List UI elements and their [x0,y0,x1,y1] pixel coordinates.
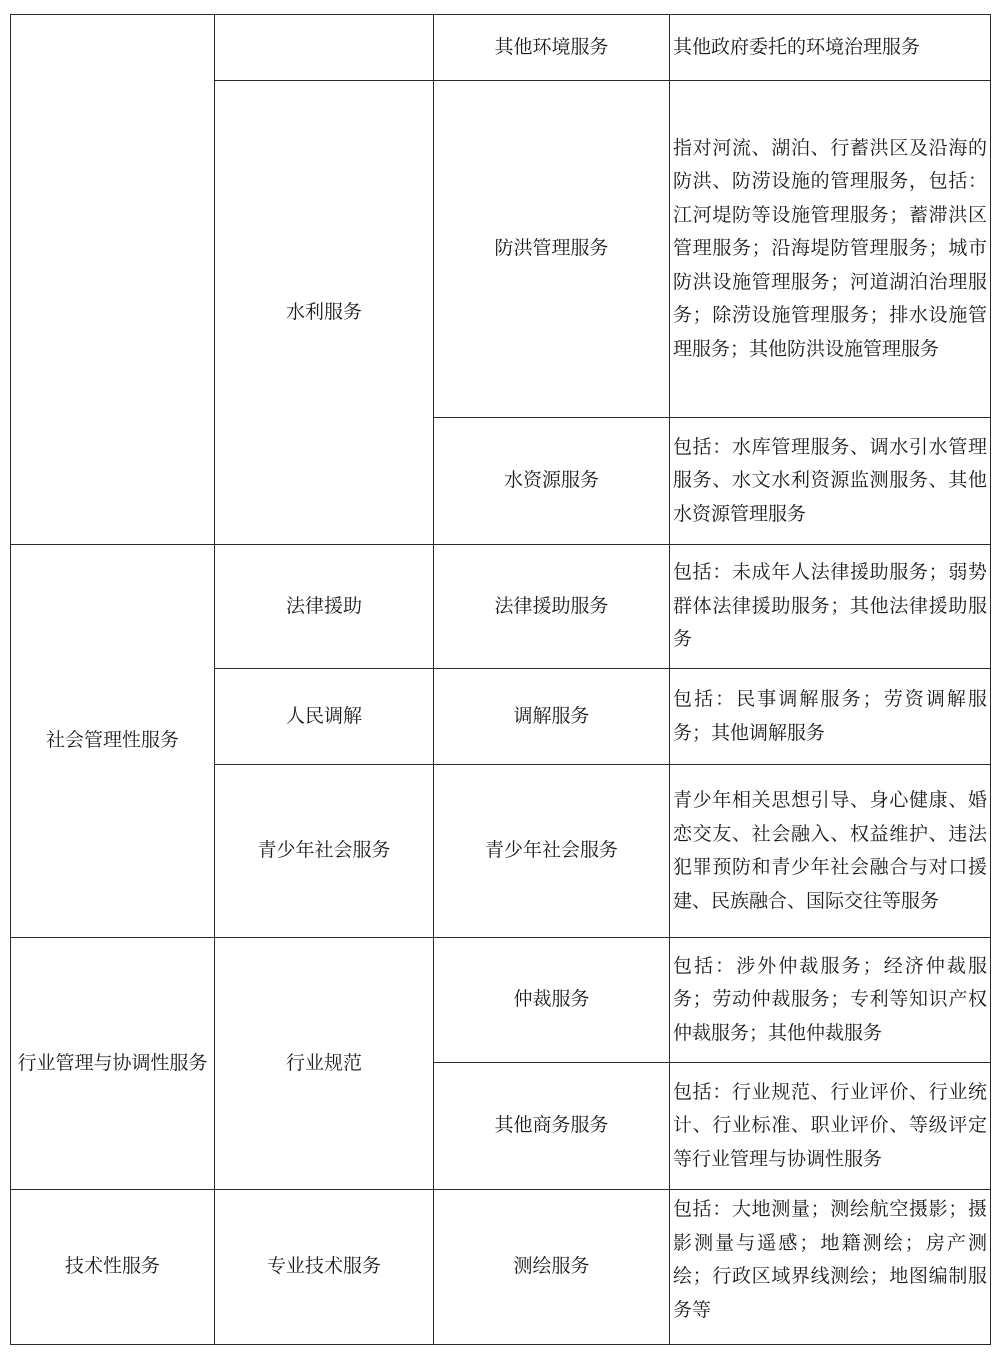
item-cell: 青少年社会服务 [434,765,670,938]
description-cell: 包括：涉外仲裁服务；经济仲裁服务；劳动仲裁服务；专利等知识产权仲裁服务；其他仲裁服务 [670,938,991,1063]
description-cell: 包括：水库管理服务、调水引水管理服务、水文水利资源监测服务、其他水资源管理服务 [670,418,991,545]
subcategory-cell: 行业规范 [215,938,434,1190]
table-row [11,1190,991,1345]
item-cell: 仲裁服务 [434,938,670,1063]
subcategory-cell: 专业技术服务 [215,1190,434,1345]
category-cell-empty [11,15,215,545]
item-cell: 其他商务服务 [434,1063,670,1190]
item-cell: 其他环境服务 [434,15,670,81]
table-row [11,938,991,1063]
table-row [11,15,991,81]
description-cell: 指对河流、湖泊、行蓄洪区及沿海的防洪、防涝设施的管理服务，包括：江河堤防等设施管理服务；蓄滞洪区管理服务；沿海堤防管理服务；城市防洪设施管理服务；河道湖泊治理服务；除涝设施管理服务；排水设施管理服务；其他防洪设施管理服务 [670,81,991,418]
subcategory-cell: 青少年社会服务 [215,765,434,938]
description-cell: 包括：大地测量；测绘航空摄影；摄影测量与遥感；地籍测绘；房产测绘；行政区域界线测绘；地图编制服务等 [670,1190,991,1345]
description-cell: 其他政府委托的环境治理服务 [670,15,991,81]
subcategory-cell: 人民调解 [215,669,434,765]
subcategory-cell-empty [215,15,434,81]
item-cell: 防洪管理服务 [434,81,670,418]
subcategory-cell: 法律援助 [215,545,434,669]
description-cell: 包括：民事调解服务；劳资调解服务；其他调解服务 [670,669,991,765]
category-cell: 社会管理性服务 [11,545,215,938]
description-cell: 包括：未成年人法律援助服务；弱势群体法律援助服务；其他法律援助服务 [670,545,991,669]
item-cell: 法律援助服务 [434,545,670,669]
category-cell: 行业管理与协调性服务 [11,938,215,1190]
description-cell: 青少年相关思想引导、身心健康、婚恋交友、社会融入、权益维护、违法犯罪预防和青少年社会融合与对口援建、民族融合、国际交往等服务 [670,765,991,938]
item-cell: 测绘服务 [434,1190,670,1345]
description-cell: 包括：行业规范、行业评价、行业统计、行业标准、职业评价、等级评定等行业管理与协调性服务 [670,1063,991,1190]
service-catalog-table [10,14,991,1345]
item-cell: 调解服务 [434,669,670,765]
category-cell: 技术性服务 [11,1190,215,1345]
table-row [11,545,991,669]
subcategory-cell: 水利服务 [215,81,434,545]
item-cell: 水资源服务 [434,418,670,545]
